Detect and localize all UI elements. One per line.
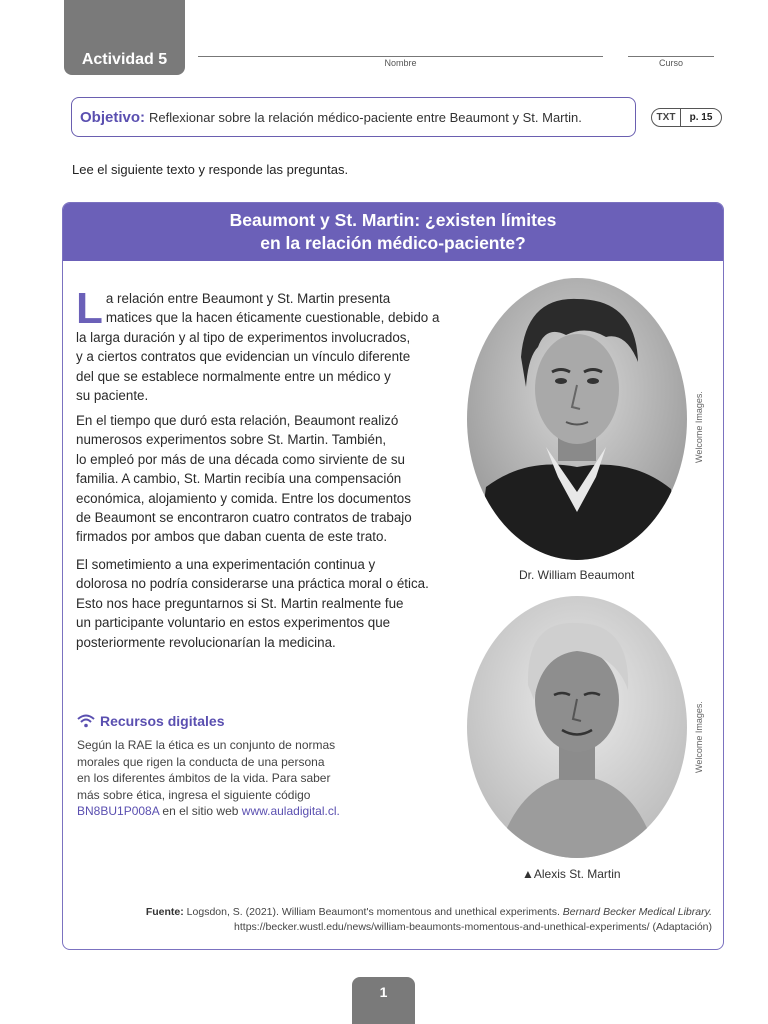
objective-label: Objetivo: [80,108,146,126]
caption-st-martin-text: Alexis St. Martin [533,867,621,881]
digital-resources-text [77,737,377,820]
p1-line: matices que la hacen éticamente cuestionable, debido a [105,310,440,326]
p1-line: del que se establece normalmente entre un médico y [76,368,391,384]
page-number: 1 [352,977,415,1024]
objective-box [71,97,636,137]
triangle-marker-icon: ▲ [522,867,534,881]
p1-line: y a ciertos contratos que evidencian un vínculo diferente [76,349,411,365]
activity-label: Actividad 5 [81,51,168,68]
p1-line: a relación entre Beaumont y St. Martin presenta [105,291,391,306]
p2-line: económica, alojamiento y comida. Entre los documentos [76,490,411,506]
resources-line: en los diferentes ámbitos de la vida. Para saber [77,771,331,786]
article-title [63,203,723,261]
article-title-line-1: Beaumont y St. Martin: ¿existen límites [229,210,557,230]
resources-line: más sobre ética, ingresa el siguiente código [77,787,311,802]
txt-page-badge [651,108,722,127]
digital-resources-label: Recursos digitales [100,713,225,729]
p3-line: un participante voluntario en estos experimentos que [76,615,391,631]
image-credit-2: Welcome Images. [694,701,704,773]
paragraph-3 [76,555,476,652]
p2-line: familia. A cambio, St. Martin recibía una compensación [76,471,402,487]
source-url[interactable]: https://becker.wustl.edu/news/william-beaumonts-momentous-and-unethical-experiments/ (Adaptación) [234,921,712,933]
resource-site-link[interactable]: www.auladigital.cl. [241,804,340,819]
wifi-icon [77,714,95,728]
instruction-text: Lee el siguiente texto y responde las preguntas. [72,162,349,177]
course-label: Curso [658,58,683,68]
p3-line: Esto nos hace preguntarnos si St. Martin realmente fue [76,595,404,611]
activity-tab [64,0,185,75]
source-text: Logsdon, S. (2021). William Beaumont's momentous and unethical experiments. [183,906,563,918]
resource-middle: en el sitio web [159,804,242,819]
p3-line: dolorosa no podría considerarse una práctica moral o ética. [76,576,429,592]
source-journal: Bernard Becker Medical Library. [562,906,712,918]
p2-line: lo empleó por más de una década como sirviente de su [76,451,406,467]
resource-code: BN8BU1P008A [77,804,160,819]
image-credit-1: Welcome Images. [694,391,704,463]
p2-line: de Beaumont se encontraron cuatro contratos de trabajo [76,510,412,526]
p3-line: El sometimiento a una experimentación continua y [76,557,376,572]
st-martin-portrait [466,595,688,860]
p2-line: En el tiempo que duró esta relación, Beaumont realizó [76,413,399,428]
caption-beaumont: Dr. William Beaumont [519,568,635,582]
course-line[interactable] [628,56,714,57]
caption-st-martin [522,867,621,881]
resources-line: morales que rigen la conducta de una persona [77,754,325,769]
digital-resources-title [77,713,225,729]
p2-line: numerosos experimentos sobre St. Martin. También, [76,432,387,448]
name-label: Nombre [384,58,417,68]
resources-line: Según la RAE la ética es un conjunto de normas [77,738,336,752]
article-box [62,202,724,950]
p1-line: la larga duración y al tipo de experimentos involucrados, [76,330,411,345]
source-citation [72,905,712,935]
txt-label: TXT [652,109,681,126]
drop-cap: L [76,284,103,333]
paragraph-2 [76,411,476,547]
p1-line: su paciente. [76,388,149,404]
objective-text: Reflexionar sobre la relación médico-paciente entre Beaumont y St. Martin. [149,109,582,125]
p3-line: posteriormente revolucionarían la medicina. [76,634,336,650]
source-label: Fuente: [145,906,184,918]
paragraph-1 [76,284,471,406]
beaumont-portrait [466,277,688,562]
p2-line: firmados por ambos que daban cuenta de este trato. [76,529,388,545]
article-title-line-2: en la relación médico-paciente? [260,233,526,253]
name-line[interactable] [198,56,603,57]
txt-page: p. 15 [689,112,713,123]
